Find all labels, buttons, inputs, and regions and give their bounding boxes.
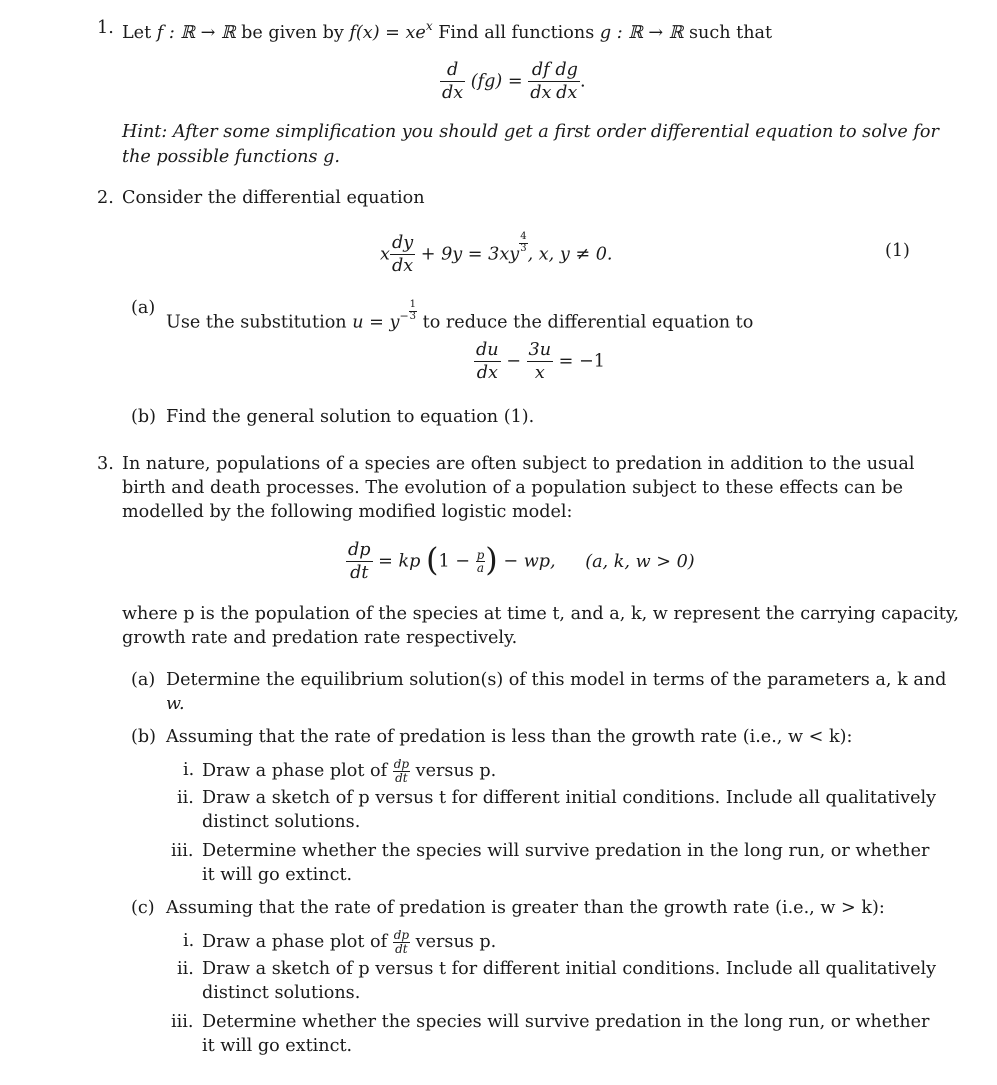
q3-para-line2: birth and death processes. The evolution of a population subject to these effects can be (122, 478, 903, 498)
q2-a-line (166, 300, 753, 332)
q3-c-i-text2: versus p. (415, 932, 497, 953)
q1-intro-line (122, 20, 772, 43)
q3-c-ii-label: ii. (177, 959, 194, 979)
q1-eq-rhs-den2: dx (556, 83, 578, 104)
q1-such-that: such that (688, 23, 773, 43)
q3-c-i-den: dt (395, 941, 408, 956)
q3-eq-tail: − wp, (503, 551, 556, 572)
q3-b-iii-label: iii. (171, 841, 194, 861)
q3-c-iii-label: iii. (171, 1012, 194, 1032)
q2-eq-frac (390, 233, 415, 276)
q3-c-i-num: dp (393, 928, 410, 942)
q3-b-i-text1: Draw a phase plot of (202, 761, 388, 782)
q1-eq-lhs-num: d (440, 60, 465, 82)
q3-c-ii-line2: distinct solutions. (202, 983, 361, 1003)
q3-c-text: Assuming that the rate of predation is greater than the growth rate (i.e., w > k): (166, 898, 885, 918)
q2-a-exponent (409, 300, 417, 322)
q3-where-line1: where p is the population of the species at time t, and a, k, w represent the carrying capacity, (122, 604, 959, 624)
q3-b-ii-label: ii. (177, 788, 194, 808)
q3-c-i-label: i. (183, 931, 195, 951)
q3-eq-num: dp (346, 540, 373, 562)
q2-a-exp-num: 1 (409, 299, 417, 310)
q3-b-i-text2: versus p. (415, 761, 497, 782)
q2-a-eq-num2: 3u (527, 340, 554, 362)
q3-b-iii-line1: Determine whether the species will survive predation in the long run, or whether (202, 841, 930, 861)
q2-eq-exponent (519, 232, 527, 254)
q1-eq-rhs-frac1 (528, 60, 553, 103)
q2-a-eq-frac1 (474, 340, 501, 383)
q3-c-i-text1: Draw a phase plot of (202, 932, 388, 953)
q3-c-iii-line2: it will go extinct. (202, 1036, 353, 1056)
q2-a-eq-den1: dx (476, 363, 498, 384)
q1-eq-period: . (579, 71, 586, 92)
q2-eq-exp-den: 3 (520, 242, 527, 254)
q2-number: 2. (97, 188, 114, 208)
q3-b-label: (b) (131, 727, 156, 747)
q2-eq-mid: + 9y = 3xy (420, 244, 520, 265)
q2-b-text: Find the general solution to equation (1). (166, 407, 535, 427)
q1-eq-rhs-den1: dx (530, 83, 552, 104)
q1-fx-exponent: x (425, 19, 433, 33)
q2-b-label: (b) (131, 407, 156, 427)
q1-g-domain: g : ℝ → ℝ (599, 23, 684, 43)
q1-fx: f(x) = xe (349, 23, 426, 43)
q2-a-eq-rhs: = −1 (558, 351, 605, 372)
q1-be-given-by: be given by (241, 23, 344, 43)
q3-b-iii-line2: it will go extinct. (202, 865, 353, 885)
q3-para-line1: In nature, populations of a species are often subject to predation in addition to the usual (122, 454, 915, 474)
q1-equation (440, 60, 586, 103)
q1-hint-line2: the possible functions g. (122, 147, 340, 167)
q3-b-i-line (202, 758, 496, 784)
q2-a-equation (474, 340, 605, 383)
q1-hint-line1: Hint: After some simplification you should get a first order differential equation to solve for (122, 122, 939, 142)
q3-c-label: (c) (131, 898, 155, 918)
q3-b-ii-line2: distinct solutions. (202, 812, 361, 832)
q2-text: Consider the differential equation (122, 188, 425, 208)
q2-a-text1: Use the substitution (166, 312, 347, 333)
q3-number: 3. (97, 454, 114, 474)
q3-b-text: Assuming that the rate of predation is less than the growth rate (i.e., w < k): (166, 727, 853, 747)
q2-a-text2: to reduce the differential equation to (422, 312, 754, 333)
q3-where-line2: growth rate and predation rate respectively. (122, 628, 518, 648)
q3-eq-cond: (a, k, w > 0) (585, 551, 695, 572)
q3-eq-p-over-a (476, 549, 486, 575)
q1-eq-rhs-num2: dg (553, 60, 580, 82)
q3-a-line1: Determine the equilibrium solution(s) of this model in terms of the parameters a, k and (166, 670, 947, 690)
q3-b-i-num: dp (393, 757, 410, 771)
q3-c-iii-line1: Determine whether the species will survive predation in the long run, or whether (202, 1012, 930, 1032)
q2-a-sub: u = y (352, 312, 400, 333)
q3-eq-a: a (476, 561, 485, 576)
q2-a-eq-frac2 (527, 340, 554, 383)
q3-equation (346, 540, 695, 583)
q3-c-ii-line1: Draw a sketch of p versus t for different initial conditions. Include all qualitatively (202, 959, 937, 979)
q3-eq-eq: = kp (378, 551, 421, 572)
q3-a-line2: w. (166, 694, 185, 714)
q2-eq-num: dy (390, 233, 415, 255)
q3-eq-close-paren: ) (485, 540, 498, 579)
q2-a-label: (a) (131, 298, 156, 318)
q2-eq-label: (1) (885, 241, 910, 261)
q3-para-line3: modelled by the following modified logistic model: (122, 502, 573, 522)
q1-find-all: Find all functions (438, 23, 595, 43)
q2-equation (380, 232, 613, 276)
q1-eq-rhs-frac2 (553, 60, 580, 103)
q2-a-eq-minus: − (506, 351, 521, 372)
q3-b-i-frac (393, 758, 410, 784)
q1-intro: Let (122, 23, 152, 43)
q1-eq-lhs-den: dx (442, 83, 464, 104)
q3-eq-frac (346, 540, 373, 583)
q2-a-eq-den2: x (534, 363, 545, 384)
q2-eq-cond: , x, y ≠ 0. (527, 244, 613, 265)
q3-eq-den: dt (350, 563, 369, 584)
q3-eq-one-minus: 1 − (438, 551, 470, 572)
q3-a-label: (a) (131, 670, 156, 690)
q3-b-i-den: dt (395, 770, 408, 785)
q3-b-ii-line1: Draw a sketch of p versus t for different initial conditions. Include all qualitatively (202, 788, 937, 808)
q1-eq-paren: (fg) = (470, 71, 523, 92)
q3-c-i-line (202, 929, 496, 955)
q2-a-eq-num1: du (474, 340, 501, 362)
q1-domain: f : ℝ → ℝ (156, 23, 236, 43)
q2-eq-exp-num: 4 (520, 231, 527, 242)
q2-a-exp-den: 3 (409, 310, 417, 322)
q1-number: 1. (97, 18, 114, 38)
q2-a-exp-sign: − (399, 309, 409, 323)
q3-b-i-label: i. (183, 760, 195, 780)
q2-eq-den: dx (391, 256, 414, 276)
q3-eq-open-paren: ( (425, 540, 439, 579)
q1-eq-lhs-frac (440, 60, 465, 103)
q3-c-i-frac (393, 929, 410, 955)
q1-eq-rhs-num1: df (528, 60, 553, 82)
q3-eq-p: p (476, 547, 485, 562)
q2-eq-x: x (380, 244, 390, 265)
